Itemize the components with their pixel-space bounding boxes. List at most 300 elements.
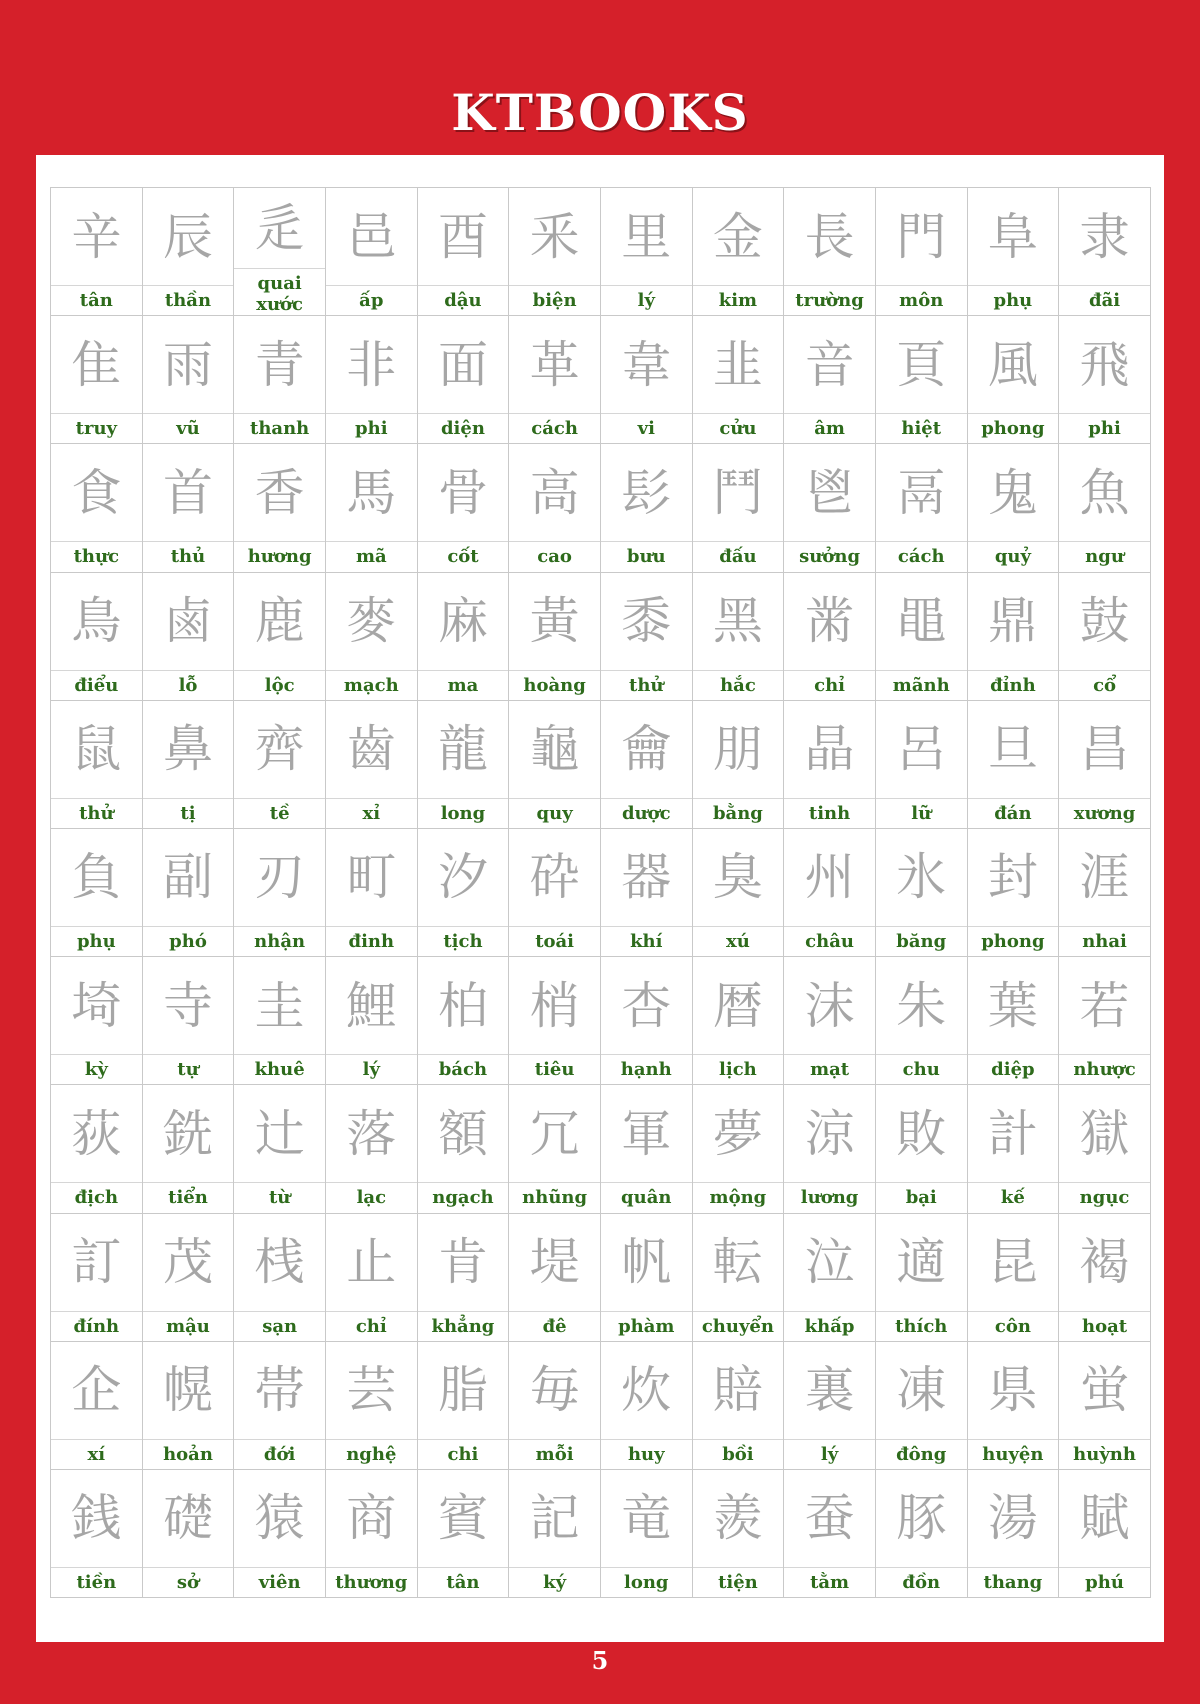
character-cell [693, 444, 785, 572]
han-viet-reading: ngư [1085, 546, 1124, 568]
character-cell [234, 188, 326, 316]
character-cell [143, 1342, 235, 1470]
character-cell [784, 957, 876, 1085]
han-viet-reading: kỳ [84, 1059, 108, 1081]
character-cell [418, 829, 510, 957]
character-cell [876, 701, 968, 829]
character-cell [326, 188, 418, 316]
character-cell [693, 829, 785, 957]
kanji-glyph: 韭 [693, 316, 784, 414]
han-viet-reading: truy [75, 418, 117, 440]
han-viet-reading: kim [718, 290, 758, 311]
character-cell [601, 444, 693, 572]
han-viet-reading: lý [637, 290, 655, 311]
han-viet-reading: phi [355, 418, 388, 440]
han-viet-reading: cổ [1093, 674, 1117, 696]
character-cell [234, 573, 326, 701]
kanji-glyph: 幌 [143, 1342, 234, 1440]
han-viet-reading: hương [247, 546, 312, 568]
kanji-glyph: 麥 [326, 573, 417, 671]
han-viet-reading: hoản [163, 1443, 213, 1465]
kanji-glyph: 鬼 [968, 444, 1059, 542]
character-cell [876, 1214, 968, 1342]
kanji-glyph: 計 [968, 1085, 1059, 1183]
kanji-glyph: 州 [784, 829, 875, 927]
character-cell [509, 1085, 601, 1213]
han-viet-reading: đấu [719, 546, 757, 568]
kanji-glyph: 辛 [51, 188, 142, 286]
kanji-glyph: 裏 [784, 1342, 875, 1440]
han-viet-reading: thích [895, 1315, 948, 1337]
character-cell [51, 316, 143, 444]
character-cell [693, 1214, 785, 1342]
character-cell [326, 701, 418, 829]
han-viet-reading: tinh [808, 802, 851, 824]
character-cell [51, 701, 143, 829]
character-cell [51, 957, 143, 1085]
kanji-glyph: 堤 [509, 1214, 600, 1312]
kanji-glyph: 寺 [143, 957, 234, 1055]
han-viet-reading: lữ [911, 802, 932, 824]
kanji-glyph: 面 [418, 316, 509, 414]
character-cell [968, 957, 1060, 1085]
character-cell [234, 1214, 326, 1342]
han-viet-reading: thần [164, 290, 212, 311]
character-cell [784, 188, 876, 316]
character-cell [418, 1085, 510, 1213]
kanji-glyph: 蛍 [1059, 1342, 1150, 1440]
kanji-glyph: 泣 [784, 1214, 875, 1312]
han-viet-reading: phong [981, 930, 1045, 952]
character-cell [326, 444, 418, 572]
kanji-glyph: 黍 [601, 573, 692, 671]
kanji-glyph: 里 [601, 188, 692, 286]
kanji-glyph: 青 [234, 316, 325, 414]
han-viet-reading: lý [362, 1059, 380, 1081]
character-cell [601, 701, 693, 829]
character-cell [51, 1085, 143, 1213]
character-cell [693, 957, 785, 1085]
worksheet [36, 155, 1164, 1642]
kanji-glyph: 刃 [234, 829, 325, 927]
kanji-glyph: 雨 [143, 316, 234, 414]
kanji-glyph: 風 [968, 316, 1059, 414]
kanji-glyph: 獄 [1059, 1085, 1150, 1183]
character-cell [601, 1470, 693, 1598]
character-cell [326, 957, 418, 1085]
han-viet-reading: thực [73, 546, 120, 568]
character-grid [50, 187, 1151, 1598]
han-viet-reading: đỉnh [990, 674, 1036, 696]
character-cell [143, 1470, 235, 1598]
kanji-glyph: 夢 [693, 1085, 784, 1183]
han-viet-reading: môn [899, 290, 944, 311]
han-viet-reading: từ [268, 1187, 291, 1209]
kanji-glyph: 副 [143, 829, 234, 927]
han-viet-reading: lương [800, 1187, 859, 1209]
character-cell [1059, 957, 1151, 1085]
han-viet-reading: long [440, 802, 486, 824]
character-cell [784, 444, 876, 572]
han-viet-reading: đãi [1089, 290, 1121, 311]
character-cell [601, 1085, 693, 1213]
character-cell [418, 316, 510, 444]
han-viet-reading: địch [74, 1187, 119, 1209]
kanji-glyph: 昆 [968, 1214, 1059, 1312]
kanji-glyph: 適 [876, 1214, 967, 1312]
han-viet-reading: nhược [1073, 1059, 1136, 1081]
han-viet-reading: mậu [166, 1315, 210, 1337]
han-viet-reading: nghệ [346, 1443, 397, 1465]
kanji-glyph: 涼 [784, 1085, 875, 1183]
kanji-glyph: 毎 [509, 1342, 600, 1440]
kanji-glyph: 葉 [968, 957, 1059, 1055]
kanji-glyph: 炊 [601, 1342, 692, 1440]
character-cell [1059, 1470, 1151, 1598]
kanji-glyph: 鼻 [143, 701, 234, 799]
kanji-glyph: 鳥 [51, 573, 142, 671]
han-viet-reading: tự [177, 1059, 199, 1081]
character-cell [143, 701, 235, 829]
character-cell [234, 444, 326, 572]
kanji-glyph: 訂 [51, 1214, 142, 1312]
han-viet-reading: chỉ [814, 674, 846, 696]
han-viet-reading: lịch [719, 1059, 757, 1081]
han-viet-reading: xí [87, 1443, 106, 1465]
kanji-glyph: 豚 [876, 1470, 967, 1568]
character-cell [418, 701, 510, 829]
han-viet-reading: tị [180, 802, 196, 824]
kanji-glyph: 韋 [601, 316, 692, 414]
kanji-glyph: 髟 [601, 444, 692, 542]
kanji-glyph: 敗 [876, 1085, 967, 1183]
kanji-glyph: 凍 [876, 1342, 967, 1440]
kanji-glyph: 額 [418, 1085, 509, 1183]
kanji-glyph: 香 [234, 444, 325, 542]
han-viet-reading: đán [994, 802, 1032, 824]
han-viet-reading: bằng [712, 802, 763, 824]
character-cell [51, 1470, 143, 1598]
character-cell [968, 444, 1060, 572]
character-cell [876, 957, 968, 1085]
kanji-glyph: 黑 [693, 573, 784, 671]
character-cell [418, 957, 510, 1085]
han-viet-reading: hoàng [523, 674, 586, 696]
han-viet-reading: lộc [264, 674, 295, 696]
character-cell [968, 573, 1060, 701]
han-viet-reading: thanh [250, 418, 310, 440]
character-cell [234, 829, 326, 957]
kanji-glyph: 銑 [143, 1085, 234, 1183]
han-viet-reading: khí [630, 930, 663, 952]
character-cell [601, 957, 693, 1085]
han-viet-reading: hiệt [901, 418, 942, 440]
kanji-glyph: 鬯 [784, 444, 875, 542]
kanji-glyph: 鯉 [326, 957, 417, 1055]
character-cell [1059, 188, 1151, 316]
character-cell [876, 829, 968, 957]
han-viet-reading: nhận [254, 930, 306, 952]
character-cell [509, 573, 601, 701]
han-viet-reading: chỉ [355, 1315, 387, 1337]
character-cell [968, 829, 1060, 957]
kanji-glyph: 帯 [234, 1342, 325, 1440]
kanji-glyph: 若 [1059, 957, 1150, 1055]
han-viet-reading: quai xước [256, 273, 304, 316]
kanji-glyph: 頁 [876, 316, 967, 414]
kanji-glyph: 釆 [509, 188, 600, 286]
kanji-glyph: 銭 [51, 1470, 142, 1568]
kanji-glyph: 首 [143, 444, 234, 542]
character-cell [143, 829, 235, 957]
han-viet-reading: đồn [902, 1571, 941, 1593]
character-cell [51, 444, 143, 572]
kanji-glyph: 県 [968, 1342, 1059, 1440]
kanji-glyph: 黽 [876, 573, 967, 671]
han-viet-reading: đê [542, 1315, 567, 1337]
kanji-glyph: 圭 [234, 957, 325, 1055]
han-viet-reading: vi [637, 418, 655, 440]
kanji-glyph: 隶 [1059, 188, 1150, 286]
han-viet-reading: khuê [254, 1059, 305, 1081]
kanji-glyph: 高 [509, 444, 600, 542]
character-cell [326, 1342, 418, 1470]
han-viet-reading: bưu [626, 546, 666, 568]
han-viet-reading: điểu [74, 674, 119, 696]
han-viet-reading: hạnh [620, 1059, 672, 1081]
han-viet-reading: tịch [443, 930, 483, 952]
character-cell [418, 188, 510, 316]
kanji-glyph: 軍 [601, 1085, 692, 1183]
kanji-glyph: 芸 [326, 1342, 417, 1440]
han-viet-reading: phàm [618, 1315, 675, 1337]
character-cell [234, 957, 326, 1085]
kanji-glyph: 旦 [968, 701, 1059, 799]
kanji-glyph: 朋 [693, 701, 784, 799]
kanji-glyph: 晶 [784, 701, 875, 799]
character-cell [51, 573, 143, 701]
character-cell [1059, 1085, 1151, 1213]
han-viet-reading: đới [263, 1443, 296, 1465]
kanji-glyph: 企 [51, 1342, 142, 1440]
han-viet-reading: phó [169, 930, 207, 952]
kanji-glyph: 落 [326, 1085, 417, 1183]
character-cell [418, 444, 510, 572]
character-cell [693, 1470, 785, 1598]
han-viet-reading: bại [905, 1187, 937, 1209]
han-viet-reading: mạch [343, 674, 399, 696]
han-viet-reading: bách [438, 1059, 488, 1081]
han-viet-reading: hắc [720, 674, 756, 696]
character-cell [693, 573, 785, 701]
kanji-glyph: 暦 [693, 957, 784, 1055]
character-cell [1059, 444, 1151, 572]
character-cell [784, 573, 876, 701]
kanji-glyph: 邑 [326, 188, 417, 286]
kanji-glyph: 冗 [509, 1085, 600, 1183]
character-cell [784, 1470, 876, 1598]
kanji-glyph: 辰 [143, 188, 234, 286]
han-viet-reading: nhũng [522, 1187, 588, 1209]
han-viet-reading: tiền [76, 1571, 117, 1593]
character-cell [968, 1342, 1060, 1470]
character-cell [693, 1085, 785, 1213]
han-viet-reading: đinh [348, 930, 395, 952]
character-cell [601, 316, 693, 444]
han-viet-reading: lý [820, 1443, 839, 1465]
han-viet-reading: khẳng [431, 1315, 495, 1337]
character-cell [51, 1214, 143, 1342]
kanji-glyph: 非 [326, 316, 417, 414]
character-cell [234, 316, 326, 444]
character-cell [693, 316, 785, 444]
han-viet-reading: âm [814, 418, 845, 440]
character-cell [509, 829, 601, 957]
character-cell [509, 188, 601, 316]
han-viet-reading: mã [355, 546, 387, 568]
kanji-glyph: 昌 [1059, 701, 1150, 799]
han-viet-reading: huỳnh [1073, 1443, 1136, 1465]
han-viet-reading: diện [440, 418, 485, 440]
character-cell [234, 1470, 326, 1598]
character-cell [326, 829, 418, 957]
character-cell [234, 1085, 326, 1213]
han-viet-reading: thủ [170, 546, 206, 568]
han-viet-reading: tằm [810, 1571, 850, 1593]
han-viet-reading: dược [621, 802, 671, 824]
kanji-glyph: 魚 [1059, 444, 1150, 542]
han-viet-reading: phi [1088, 418, 1121, 440]
han-viet-reading: bồi [722, 1443, 754, 1465]
han-viet-reading: toái [535, 930, 575, 952]
kanji-glyph: 礎 [143, 1470, 234, 1568]
han-viet-reading: mạt [810, 1059, 850, 1081]
kanji-glyph: 黹 [784, 573, 875, 671]
han-viet-reading: mỗi [535, 1443, 574, 1465]
han-viet-reading: tiển [168, 1187, 208, 1209]
han-viet-reading: chu [902, 1059, 940, 1081]
han-viet-reading: biện [532, 290, 577, 311]
han-viet-reading: thương [335, 1571, 408, 1593]
han-viet-reading: xú [726, 930, 750, 952]
character-cell [326, 573, 418, 701]
character-cell [1059, 316, 1151, 444]
kanji-glyph: 氷 [876, 829, 967, 927]
kanji-glyph: 梢 [509, 957, 600, 1055]
kanji-glyph: 龠 [601, 701, 692, 799]
character-cell [876, 316, 968, 444]
han-viet-reading: cao [537, 546, 572, 568]
han-viet-reading: ngục [1079, 1187, 1130, 1209]
kanji-glyph: 帆 [601, 1214, 692, 1312]
kanji-glyph: 肯 [418, 1214, 509, 1312]
character-cell [418, 1470, 510, 1598]
kanji-glyph: 荻 [51, 1085, 142, 1183]
kanji-glyph: 齊 [234, 701, 325, 799]
character-cell [1059, 1214, 1151, 1342]
character-cell [143, 316, 235, 444]
kanji-glyph: 脂 [418, 1342, 509, 1440]
kanji-glyph: 桟 [234, 1214, 325, 1312]
han-viet-reading: trường [795, 290, 864, 311]
character-cell [1059, 701, 1151, 829]
character-cell [509, 444, 601, 572]
kanji-glyph: 砕 [509, 829, 600, 927]
kanji-glyph: 器 [601, 829, 692, 927]
han-viet-reading: viên [258, 1571, 301, 1593]
han-viet-reading: chi [447, 1443, 479, 1465]
kanji-glyph: 商 [326, 1470, 417, 1568]
han-viet-reading: quy [536, 802, 573, 824]
han-viet-reading: phong [981, 418, 1045, 440]
character-cell [1059, 573, 1151, 701]
kanji-glyph: 黃 [509, 573, 600, 671]
kanji-glyph: 朱 [876, 957, 967, 1055]
kanji-glyph: 褐 [1059, 1214, 1150, 1312]
han-viet-reading: côn [994, 1315, 1031, 1337]
han-viet-reading: thử [629, 674, 664, 696]
kanji-glyph: 飛 [1059, 316, 1150, 414]
kanji-glyph: 鹵 [143, 573, 234, 671]
kanji-glyph: 汐 [418, 829, 509, 927]
han-viet-reading: mãnh [892, 674, 950, 696]
han-viet-reading: diệp [991, 1059, 1035, 1081]
han-viet-reading: thử [79, 802, 114, 824]
character-cell [876, 1085, 968, 1213]
han-viet-reading: tề [269, 802, 290, 824]
kanji-glyph: 埼 [51, 957, 142, 1055]
character-cell [693, 1342, 785, 1470]
character-cell [968, 1470, 1060, 1598]
character-cell [968, 1214, 1060, 1342]
han-viet-reading: khấp [804, 1315, 855, 1337]
kanji-glyph: 鹿 [234, 573, 325, 671]
page-number: 5 [591, 1646, 609, 1675]
han-viet-reading: tân [446, 1571, 480, 1593]
kanji-glyph: 鼓 [1059, 573, 1150, 671]
han-viet-reading: sạn [262, 1315, 298, 1337]
character-cell [601, 829, 693, 957]
kanji-glyph: 辻 [234, 1085, 325, 1183]
kanji-glyph: 阜 [968, 188, 1059, 286]
han-viet-reading: sưởng [799, 546, 861, 568]
character-cell [601, 188, 693, 316]
han-viet-reading: đính [73, 1315, 120, 1337]
kanji-glyph: 涯 [1059, 829, 1150, 927]
character-cell [784, 1214, 876, 1342]
han-viet-reading: dậu [444, 290, 482, 311]
kanji-glyph: 沫 [784, 957, 875, 1055]
han-viet-reading: chuyển [701, 1315, 774, 1337]
character-cell [234, 701, 326, 829]
kanji-glyph: 茂 [143, 1214, 234, 1312]
kanji-glyph: 猿 [234, 1470, 325, 1568]
han-viet-reading: tân [79, 290, 113, 311]
character-cell [326, 1214, 418, 1342]
kanji-glyph: 転 [693, 1214, 784, 1312]
character-cell [509, 957, 601, 1085]
kanji-glyph: 記 [509, 1470, 600, 1568]
character-cell [693, 188, 785, 316]
han-viet-reading: hoạt [1082, 1315, 1128, 1337]
character-cell [876, 573, 968, 701]
kanji-glyph: 町 [326, 829, 417, 927]
kanji-glyph: 竜 [601, 1470, 692, 1568]
character-cell [876, 444, 968, 572]
kanji-glyph: 羨 [693, 1470, 784, 1568]
han-viet-reading: huy [627, 1443, 665, 1465]
han-viet-reading: nhai [1082, 930, 1127, 952]
